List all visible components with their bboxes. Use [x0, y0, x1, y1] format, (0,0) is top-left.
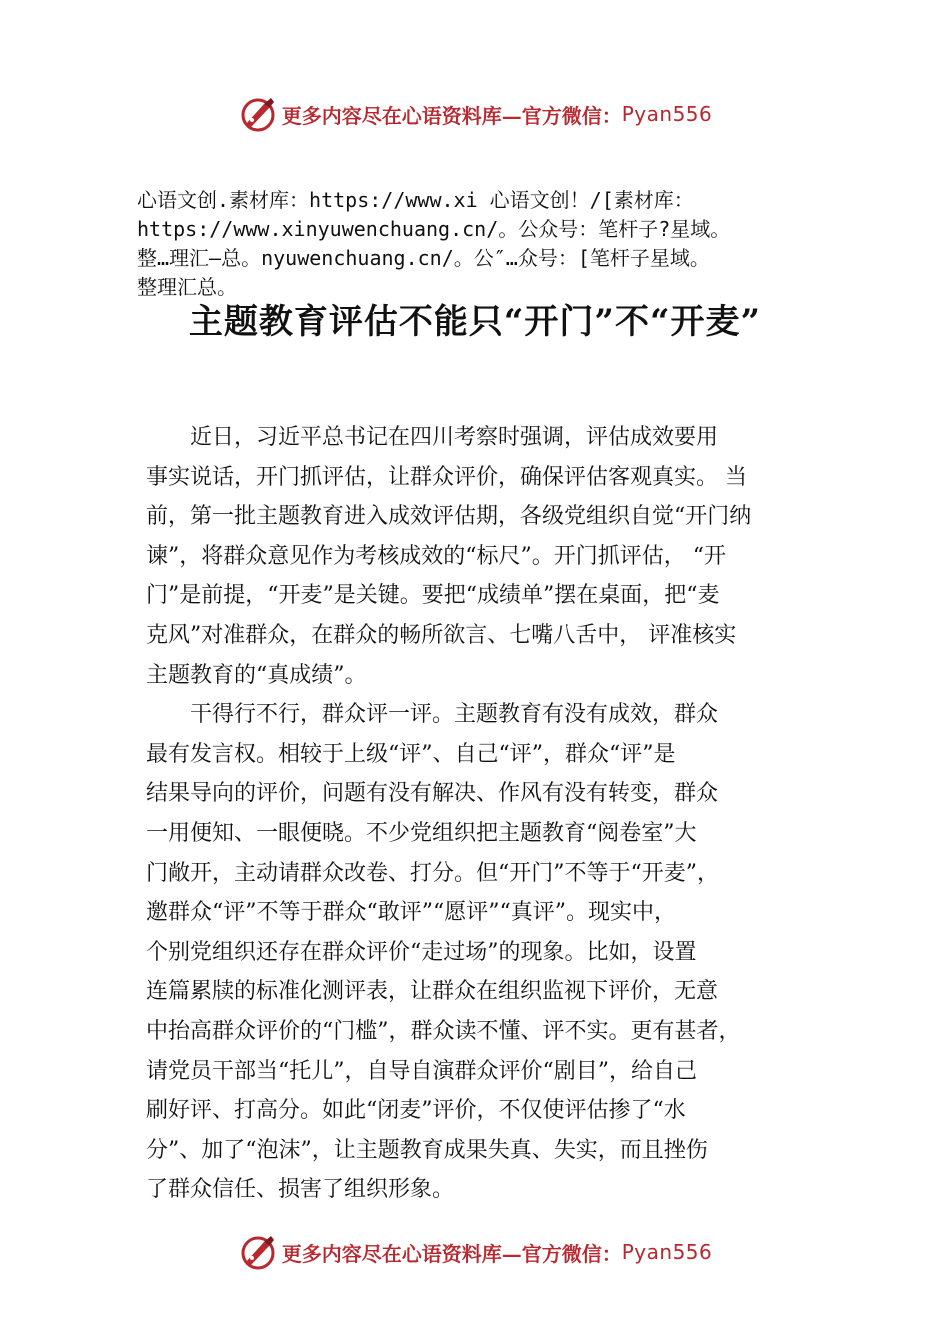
header-line: 整理汇总。	[137, 275, 237, 299]
header-line: 整…理汇—总。nyuwenchuang.cn/。公″…众号：[笔杆子星域。	[137, 246, 710, 270]
body-line: 干得行不行，群众评一评。主题教育有没有成效，群众	[146, 702, 719, 728]
banner-wechat-id: Pyan556	[621, 102, 713, 126]
body-line: 事实说话，开门抓评估，让群众评价，确保评估客观真实。 当	[146, 464, 747, 490]
body-line: 了群众信任、损害了组织形象。	[146, 1177, 455, 1203]
body-line: 前，第一批主题教育进入成效评估期，各级党组织自觉“开门纳	[146, 504, 752, 530]
banner-text: 更多内容尽在心语资料库—官方微信：	[281, 103, 622, 128]
pen-logo-icon	[238, 94, 278, 134]
header-watermark-text	[137, 186, 937, 302]
body-line: 连篇累牍的标准化测评表，让群众在组织监视下评价，无意	[146, 979, 719, 1005]
body-line: 一用便知、一眼便晓。不少党组织把主题教育“阅卷室”大	[146, 820, 697, 846]
body-line: 请党员干部当“托儿”，自导自演群众评价“剧目”，给自己	[146, 1058, 697, 1084]
body-line: 近日，习近平总书记在四川考察时强调，评估成效要用	[146, 425, 719, 450]
body-line: 主题教育的“真成绩”。	[146, 662, 367, 688]
body-line: 刷好评、打高分。如此“闭麦”评价，不仅使评估掺了“水	[146, 1098, 686, 1124]
header-line: 心语文创.素材库：https://www.xi 心语文创！/[素材库：	[137, 188, 694, 212]
pen-logo-icon	[238, 1232, 278, 1272]
body-line: 邀群众“评”不等于群众“敢评”“愿评”“真评”。现实中，	[146, 900, 676, 926]
header-line: https://www.xinyuwenchuang.cn/。公众号：笔杆子?星域。	[137, 217, 731, 241]
body-line: 个别党组织还存在群众评价“走过场”的现象。比如，设置	[146, 939, 697, 965]
body-line: 门敞开，主动请群众改卷、打分。但“开门”不等于“开麦”，	[146, 860, 719, 886]
body-line: 最有发言权。相较于上级“评”、自己“评”，群众“评”是	[146, 741, 676, 767]
document-body	[146, 418, 826, 1210]
body-line: 克风”对准群众，在群众的畅所欲言、七嘴八舌中， 评准核实	[146, 622, 737, 648]
banner-text: 更多内容尽在心语资料库—官方微信：	[281, 1241, 622, 1266]
banner-wechat-id: Pyan556	[621, 1240, 713, 1264]
body-line: 分”、加了“泡沫”，让主题教育成果失真、失实，而且挫伤	[146, 1137, 708, 1163]
document-title: 主题教育评估不能只“开门”不“开麦”	[188, 302, 762, 342]
body-line: 中抬高群众评价的“门槛”，群众读不懂、评不实。更有甚者，	[146, 1018, 741, 1044]
top-banner	[0, 92, 950, 136]
body-line: 谏”，将群众意见作为考核成效的“标尺”。开门抓评估， “开	[146, 543, 726, 569]
body-line: 结果导向的评价，问题有没有解决、作风有没有转变，群众	[146, 781, 719, 807]
bottom-banner	[0, 1230, 950, 1274]
body-line: 门”是前提，“开麦”是关键。要把“成绩单”摆在桌面，把“麦	[146, 583, 720, 609]
